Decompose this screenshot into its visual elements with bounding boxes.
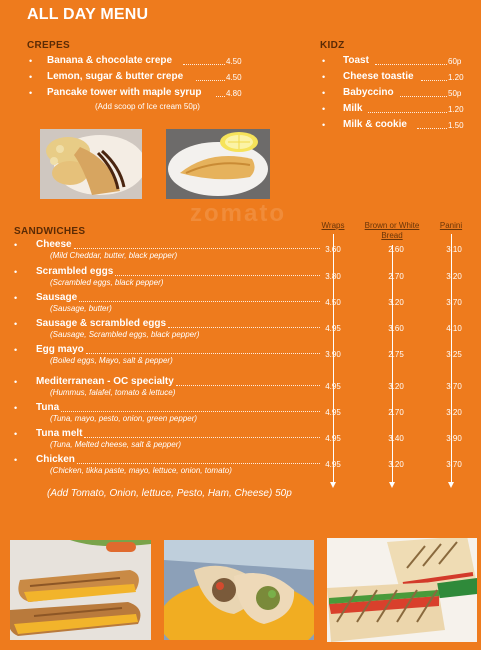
sandwich-name: Cheese [36, 239, 72, 250]
sandwich-name: Sausage [36, 292, 78, 303]
kidz-price: 1.50 [448, 121, 464, 130]
kidz-name: Toast [343, 55, 369, 66]
bullet-icon: • [14, 377, 18, 387]
kidz-price: 50p [448, 89, 462, 98]
dotted-leader [176, 385, 320, 386]
price-wraps: 4.95 [325, 408, 341, 417]
sandwiches-heading: SANDWICHES [14, 226, 86, 237]
dotted-leader [368, 112, 447, 113]
price-bread: 3.20 [388, 460, 404, 469]
dotted-leader [77, 463, 320, 464]
sandwich-addons-note: (Add Tomato, Onion, lettuce, Pesto, Ham, Cheese) 50p [47, 488, 292, 499]
price-wraps: 3.90 [325, 350, 341, 359]
sandwich-description: (Tuna, Melted cheese, salt & pepper) [50, 440, 182, 449]
bullet-icon: • [14, 240, 18, 250]
kidz-price: 1.20 [448, 105, 464, 114]
price-bread: 3.20 [388, 298, 404, 307]
sandwich-name: Egg mayo [36, 344, 84, 355]
price-panini: 3.70 [446, 460, 462, 469]
dotted-leader [183, 64, 225, 65]
crepe-price: 4.80 [226, 89, 242, 98]
price-panini: 3.20 [446, 408, 462, 417]
panini-photo [327, 538, 477, 642]
crepe-price: 4.50 [226, 73, 242, 82]
bullet-icon: • [29, 72, 33, 82]
bullet-icon: • [322, 88, 326, 98]
sandwich-name: Scrambled eggs [36, 266, 114, 277]
bullet-icon: • [14, 429, 18, 439]
bullet-icon: • [322, 72, 326, 82]
price-panini: 3.20 [446, 272, 462, 281]
price-wraps: 4.95 [325, 324, 341, 333]
price-panini: 3.70 [446, 382, 462, 391]
price-wraps: 3.80 [325, 272, 341, 281]
menu-title: ALL DAY MENU [27, 6, 149, 23]
price-bread: 2.70 [388, 272, 404, 281]
arrow-down-icon [389, 482, 395, 488]
dotted-leader [421, 80, 447, 81]
price-wraps: 4.95 [325, 382, 341, 391]
price-panini: 3.70 [446, 298, 462, 307]
kidz-heading: KIDZ [320, 40, 345, 51]
sandwich-description: (Sausage, Scrambled eggs, black pepper) [50, 330, 200, 339]
panini-image [327, 538, 477, 642]
kidz-name: Milk [343, 103, 363, 114]
dotted-leader [216, 96, 225, 97]
price-bread: 2.70 [388, 408, 404, 417]
price-bread: 3.40 [388, 434, 404, 443]
sandwich-name: Sausage & scrambled eggs [36, 318, 167, 329]
bullet-icon: • [322, 56, 326, 66]
sandwich-description: (Scrambled eggs, black pepper) [50, 278, 164, 287]
crepe-name: Pancake tower with maple syrup [47, 87, 202, 98]
arrow-down-icon [330, 482, 336, 488]
bullet-icon: • [14, 293, 18, 303]
kidz-name: Milk & cookie [343, 119, 407, 130]
sandwich-description: (Hummus, falafel, tomato & lettuce) [50, 388, 176, 397]
dotted-leader [417, 128, 447, 129]
grilled-cheese-image [10, 540, 151, 640]
price-bread: 3.20 [388, 382, 404, 391]
crepe-price: 4.50 [226, 57, 242, 66]
column-header-bread: Brown or White Bread [364, 221, 420, 240]
price-wraps: 4.50 [325, 298, 341, 307]
dotted-leader [375, 64, 447, 65]
bullet-icon: • [14, 455, 18, 465]
crepes-note: (Add scoop of Ice cream 50p) [95, 102, 200, 111]
sandwich-description: (Sausage, butter) [50, 304, 112, 313]
sandwich-name: Tuna melt [36, 428, 83, 439]
dotted-leader [115, 275, 320, 276]
sandwich-description: (Mild Cheddar, butter, black pepper) [50, 251, 178, 260]
sandwich-name: Tuna [36, 402, 60, 413]
price-bread: 3.60 [388, 324, 404, 333]
grilled-cheese-photo [10, 540, 151, 640]
price-panini: 3.10 [446, 245, 462, 254]
bullet-icon: • [29, 88, 33, 98]
bullet-icon: • [14, 345, 18, 355]
crepe-name: Banana & chocolate crepe [47, 55, 173, 66]
sandwich-name: Chicken [36, 454, 75, 465]
dotted-leader [74, 248, 320, 249]
crepes-heading: CREPES [27, 40, 70, 51]
dotted-leader [86, 353, 320, 354]
kidz-price: 1.20 [448, 73, 464, 82]
bullet-icon: • [14, 319, 18, 329]
kidz-name: Babyccino [343, 87, 394, 98]
bullet-icon: • [14, 267, 18, 277]
sandwich-name: Mediterranean - OC specialty [36, 376, 174, 387]
sandwich-description: (Boiled eggs, Mayo, salt & pepper) [50, 356, 173, 365]
price-wraps: 4.95 [325, 434, 341, 443]
kidz-price: 60p [448, 57, 462, 66]
dotted-leader [400, 96, 447, 97]
wrap-photo [164, 540, 314, 640]
price-wraps: 3.60 [325, 245, 341, 254]
crepe-name: Lemon, sugar & butter crepe [47, 71, 184, 82]
dotted-leader [79, 301, 320, 302]
price-bread: 2.60 [388, 245, 404, 254]
crepe-photo-chocolate [40, 129, 142, 199]
price-bread: 2.75 [388, 350, 404, 359]
watermark: zomato [190, 200, 286, 227]
column-header-panini: Panini [439, 221, 463, 230]
sandwich-description: (Chicken, tikka paste, mayo, lettuce, onion, tomato) [50, 466, 232, 475]
dotted-leader [168, 327, 320, 328]
price-panini: 4.10 [446, 324, 462, 333]
dotted-leader [84, 437, 320, 438]
crepe-photo-lemon [166, 129, 270, 199]
bullet-icon: • [29, 56, 33, 66]
column-header-wraps: Wraps [321, 221, 345, 230]
crepe-lemon-image [166, 129, 270, 199]
sandwich-description: (Tuna, mayo, pesto, onion, green pepper) [50, 414, 198, 423]
price-panini: 3.90 [446, 434, 462, 443]
crepe-chocolate-image [40, 129, 142, 199]
dotted-leader [196, 80, 225, 81]
wrap-image [164, 540, 314, 640]
bullet-icon: • [322, 120, 326, 130]
price-wraps: 4.95 [325, 460, 341, 469]
bullet-icon: • [14, 403, 18, 413]
bullet-icon: • [322, 104, 326, 114]
price-panini: 3.25 [446, 350, 462, 359]
arrow-down-icon [448, 482, 454, 488]
dotted-leader [61, 411, 320, 412]
kidz-name: Cheese toastie [343, 71, 414, 82]
